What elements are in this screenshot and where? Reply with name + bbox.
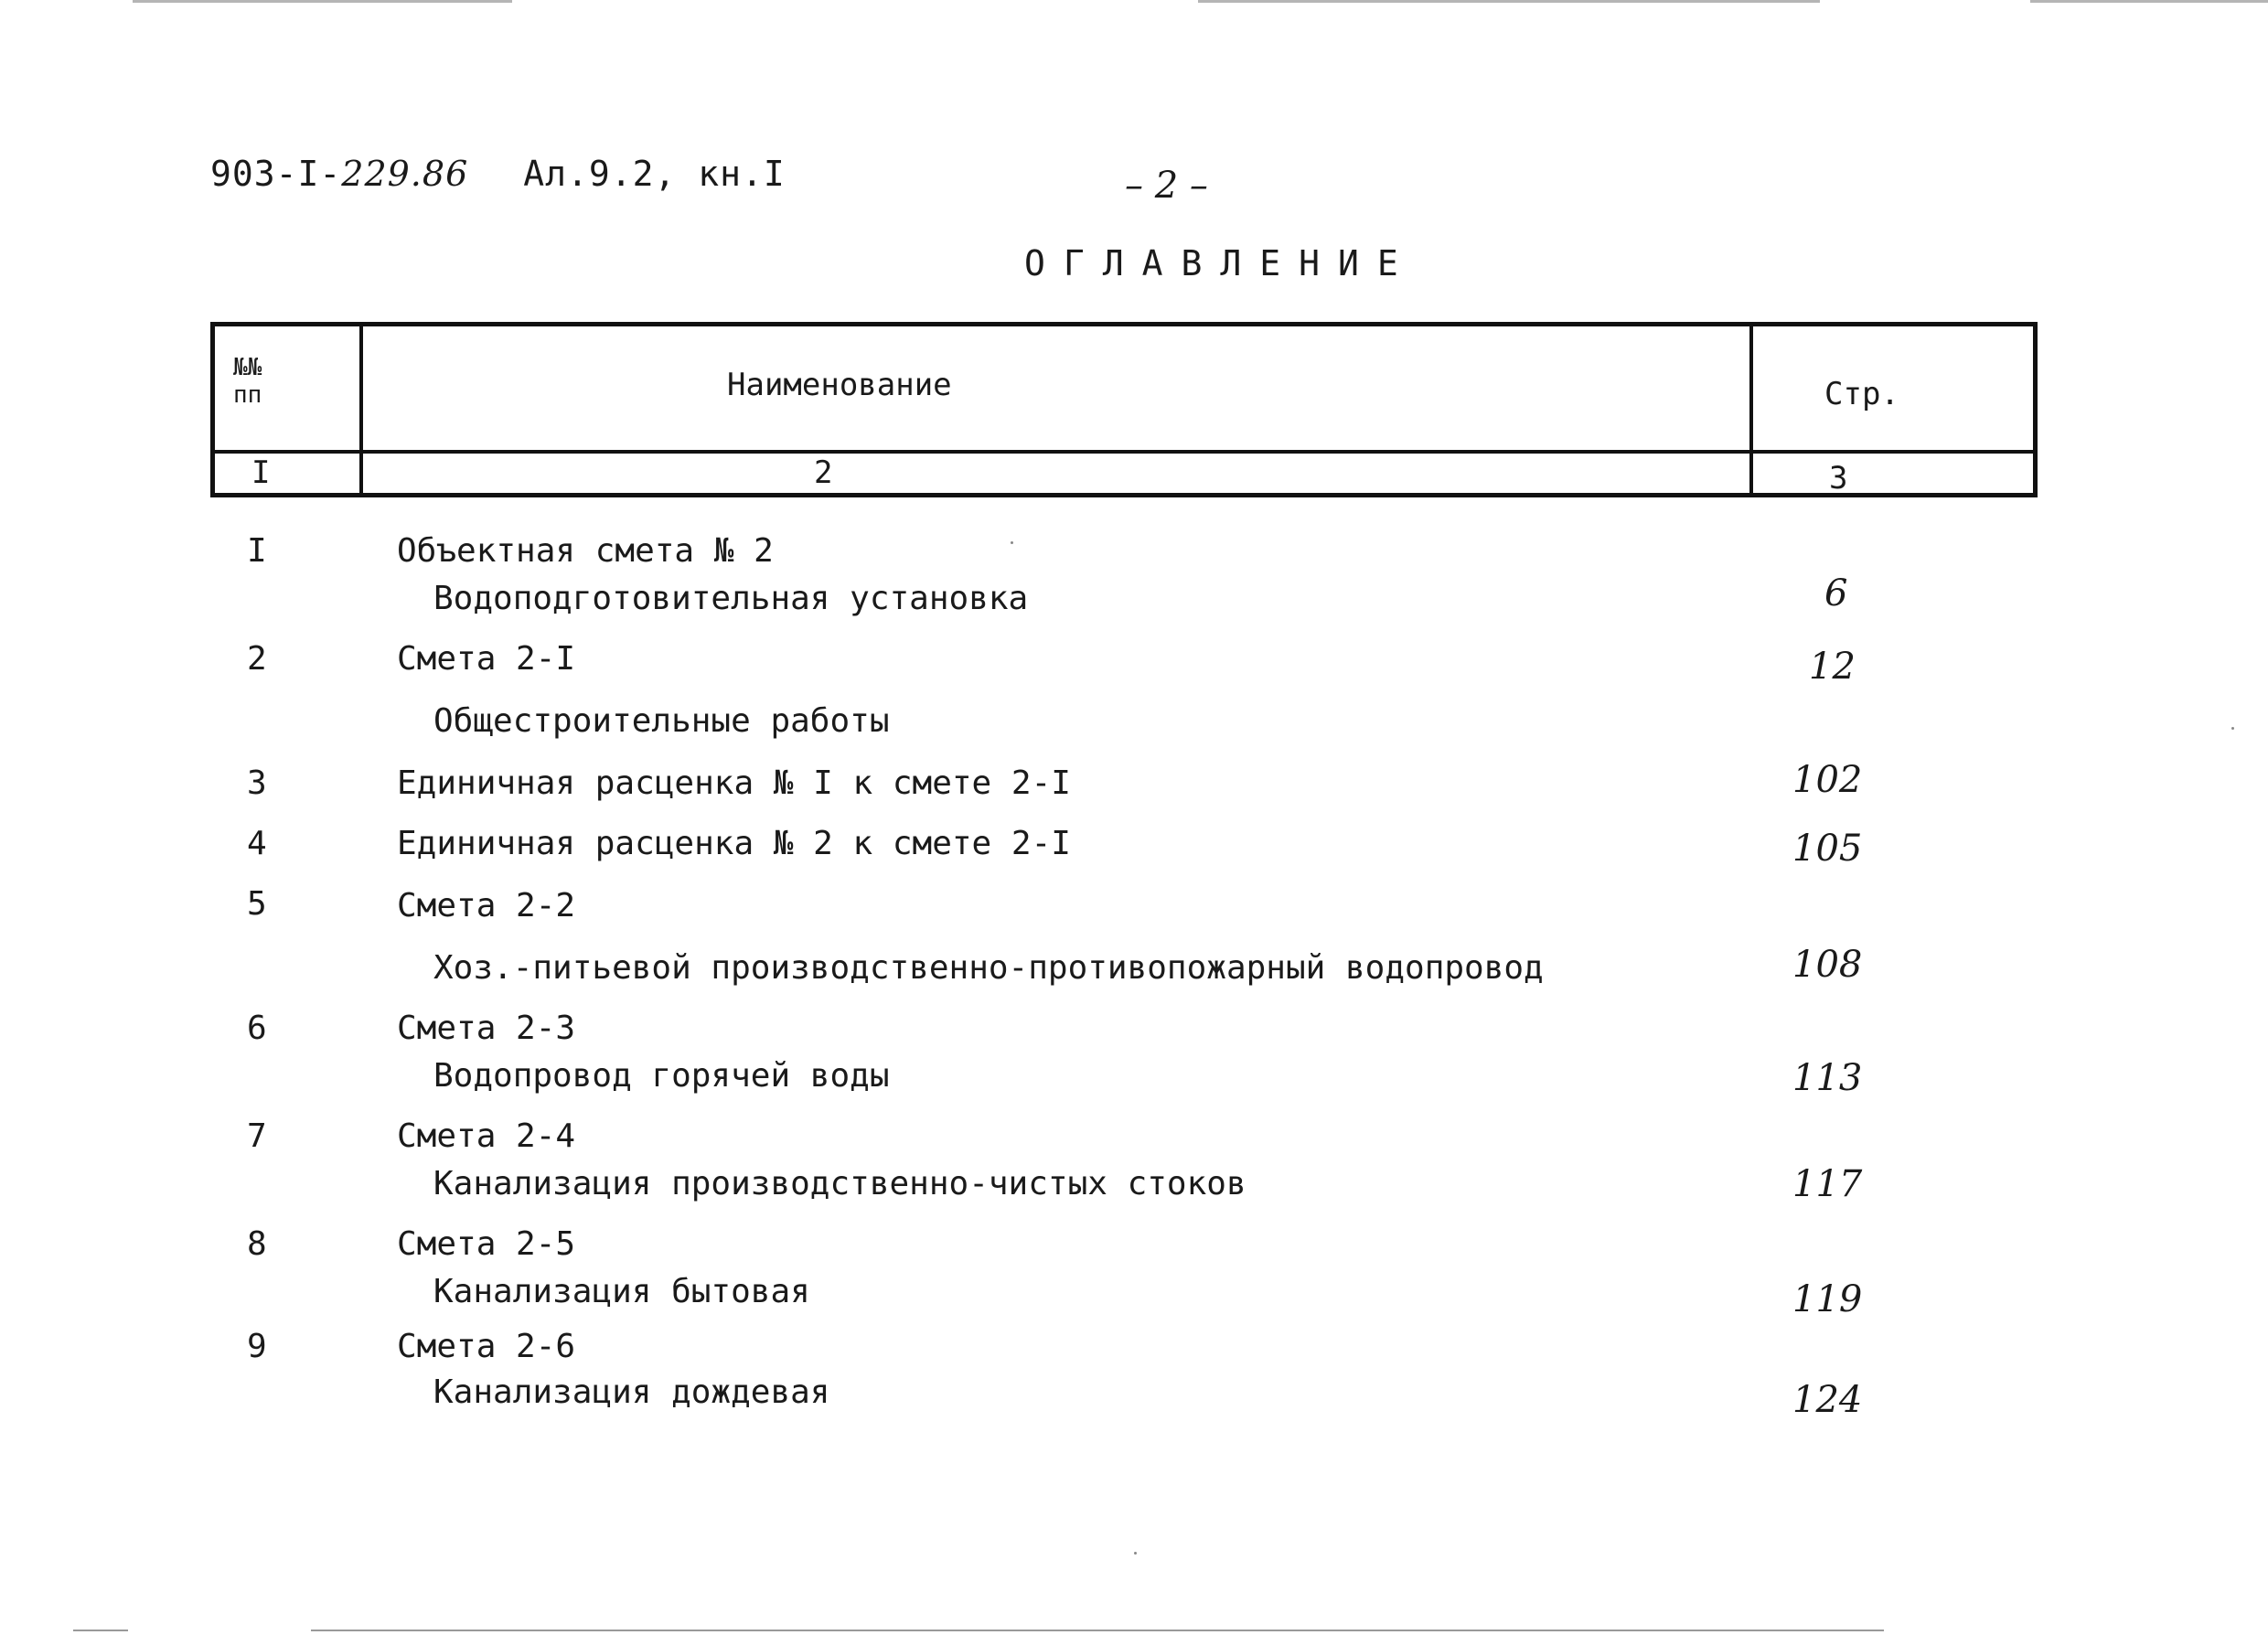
scan-speck	[2231, 727, 2234, 730]
column-header-number-line1: №№	[233, 354, 262, 381]
entry-page: 102	[1792, 759, 1863, 801]
entry-subtitle: Канализация бытовая	[433, 1273, 810, 1310]
scan-edge-top-right	[1198, 0, 1820, 3]
entry-subtitle: Водоподготовительная установка	[433, 580, 1029, 617]
entry-title: Объектная смета № 2	[397, 532, 774, 570]
document-code	[210, 154, 786, 194]
scan-edge-bottom-left	[73, 1630, 128, 1631]
entry-title: Смета 2-5	[397, 1225, 576, 1263]
column-header-page: Стр.	[1824, 376, 1899, 412]
entry-number: 2	[247, 640, 267, 678]
column-header-number	[233, 354, 262, 409]
entry-number: I	[247, 532, 267, 570]
page-title: ОГЛАВЛЕНИЕ	[1024, 243, 1417, 283]
column-header-number-line2: пп	[233, 381, 262, 409]
entry-page: 105	[1792, 828, 1863, 870]
entry-title: Единичная расценка № I к смете 2-I	[397, 764, 1071, 802]
scan-speck	[1011, 541, 1013, 544]
entry-subtitle: Канализация дождевая	[433, 1373, 830, 1411]
scan-edge-top-left	[133, 0, 512, 3]
document-code-handwritten: 229.86	[341, 154, 469, 194]
entry-subtitle: Водопровод горячей воды	[433, 1057, 890, 1095]
entry-number: 5	[247, 885, 267, 923]
scan-speck	[1134, 1552, 1137, 1555]
volume-reference: Ал.9.2, кн.I	[523, 154, 786, 194]
header-row-divider	[215, 450, 2033, 454]
column-divider-2	[1749, 326, 1753, 493]
entry-page: 113	[1792, 1057, 1863, 1099]
entry-number: 9	[247, 1328, 267, 1365]
entry-number: 4	[247, 825, 267, 862]
scan-edge-bottom	[311, 1630, 1884, 1631]
column-index-2: 2	[814, 454, 833, 491]
entry-page: 12	[1809, 646, 1856, 688]
column-header-name: Наименование	[727, 367, 952, 403]
scan-edge-top-far-right	[2030, 0, 2268, 3]
entry-number: 6	[247, 1010, 267, 1047]
entry-title: Смета 2-3	[397, 1010, 576, 1047]
column-divider-1	[359, 326, 363, 493]
entry-number: 3	[247, 764, 267, 802]
document-code-prefix: 903-I-	[210, 154, 342, 194]
entry-page: 6	[1824, 572, 1848, 614]
entry-page: 119	[1792, 1278, 1863, 1320]
entry-page: 124	[1792, 1379, 1863, 1421]
entry-page: 108	[1792, 944, 1863, 986]
entry-title: Смета 2-6	[397, 1328, 576, 1365]
entry-title: Смета 2-I	[397, 640, 576, 678]
entry-number: 7	[247, 1117, 267, 1155]
entry-page: 117	[1792, 1163, 1863, 1205]
entry-title: Единичная расценка № 2 к смете 2-I	[397, 825, 1071, 862]
entry-title: Смета 2-2	[397, 887, 576, 924]
entry-subtitle: Хоз.-питьевой производственно-противопожарный водопровод	[433, 949, 1544, 987]
table-header	[210, 322, 2038, 497]
entry-number: 8	[247, 1225, 267, 1263]
column-index-1: I	[251, 454, 271, 491]
entry-title: Смета 2-4	[397, 1117, 576, 1155]
entry-subtitle: Общестроительные работы	[433, 702, 890, 740]
page-number: – 2 –	[1125, 165, 1208, 207]
entry-subtitle: Канализация производственно-чистых стоков	[433, 1165, 1246, 1202]
column-index-3: 3	[1829, 460, 1848, 497]
